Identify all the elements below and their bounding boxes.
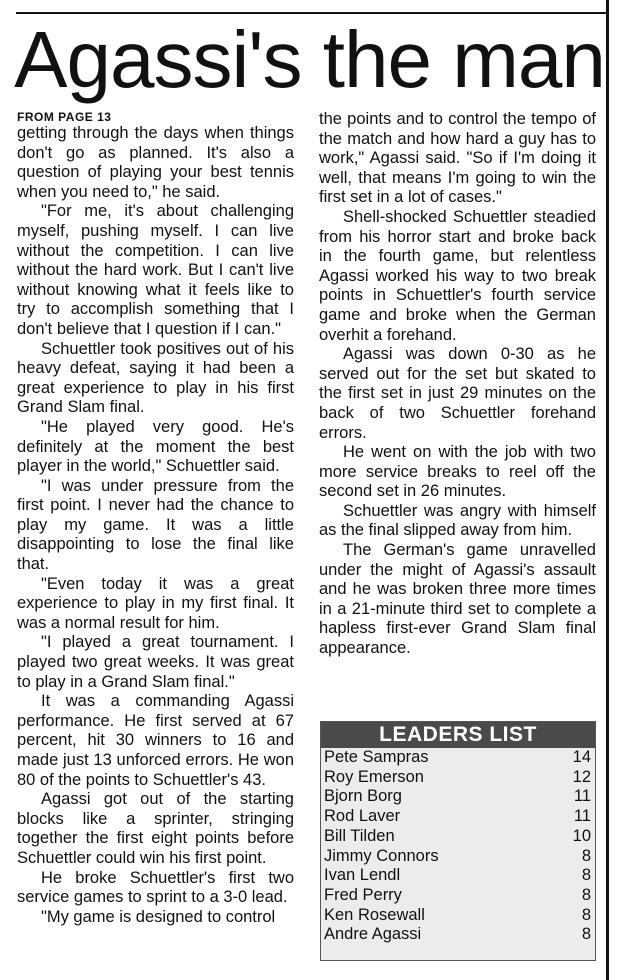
leader-row xyxy=(321,886,595,906)
player-name: Pete Sampras xyxy=(324,748,429,766)
leader-row xyxy=(321,906,595,926)
paragraph: He broke Schuettler's first two service games to sprint to a 3-0 lead. xyxy=(17,868,294,907)
player-name: Ivan Lendl xyxy=(324,866,401,885)
title-count: 8 xyxy=(581,885,591,904)
leaders-list-box xyxy=(320,721,596,961)
paragraph: "I was under pressure from the first point. I never had the chance to play my game. It was a little disappointing to lose the final like that. xyxy=(17,476,294,574)
leader-row xyxy=(321,866,595,886)
paragraph: "For me, it's about challenging myself, pushing myself. I can live without the competition. I can live without the hard work. But I can't live without knowing what it feels like to try to accomplish something that I don't believe that I question if I can." xyxy=(17,202,294,338)
paragraph: The German's game unravelled under the might of Agassi's assault and he was broken three more times in a 21-minute third set to complete a hapless first-ever Grand Slam final appearance. xyxy=(319,541,596,658)
title-count: 14 xyxy=(572,748,591,766)
top-rule xyxy=(16,12,608,14)
player-name: Jimmy Connors xyxy=(324,846,439,865)
paragraph: It was a commanding Agassi performance. He first served at 67 percent, hit 30 winners to 16 and made just 13 unforced errors. He won 80 of the points to Schuettler's 43. xyxy=(17,692,294,789)
leader-row xyxy=(321,847,595,867)
leader-row xyxy=(321,748,595,768)
paragraph: "He played very good. He's definitely at the moment the best player in the world," Schuettler said. xyxy=(17,417,294,476)
leader-row xyxy=(321,807,595,827)
title-count: 8 xyxy=(581,846,591,865)
title-count: 11 xyxy=(573,807,591,826)
article-column-left xyxy=(17,110,294,927)
player-name: Bjorn Borg xyxy=(324,787,402,806)
title-count: 8 xyxy=(581,905,591,924)
title-count: 8 xyxy=(581,925,591,944)
player-name: Andre Agassi xyxy=(324,925,422,944)
jump-line: FROM PAGE 13 xyxy=(17,110,112,124)
player-name: Fred Perry xyxy=(324,885,402,904)
title-count: 12 xyxy=(572,767,591,786)
paragraph: Agassi was down 0-30 as he served out for the set but skated to the first set in just 29 minutes on the back of two Schuettler forehand errors. xyxy=(319,345,596,442)
player-name: Ken Rosewall xyxy=(324,905,425,924)
leader-row xyxy=(321,827,595,847)
column-rule xyxy=(606,0,609,980)
paragraph: Shell-shocked Schuettler steadied from his horror start and broke back in the fourth game, but relentless Agassi worked his way to two break points in Schuettler's fourth service game and broke when the German overhit a forehand. xyxy=(319,207,596,344)
paragraph: "I played a great tournament. I played two great weeks. It was great to play in a Grand Slam final." xyxy=(17,633,294,691)
paragraph: He went on with the job with two more service breaks to reel off the second set in 26 minutes. xyxy=(319,443,596,501)
paragraph: Schuettler was angry with himself as the final slipped away from him. xyxy=(319,501,596,540)
article-column-right xyxy=(319,110,596,659)
paragraph: the points and to control the tempo of the match and how hard a guy has to work," Agassi said. "So if I'm doing it well, that means I'm going to win the first set in a lot of cases." xyxy=(319,110,596,207)
player-name: Bill Tilden xyxy=(324,826,395,845)
paragraph: getting through the days when things don't go as planned. It's also a question of playing your best tennis when you need to," he said. xyxy=(17,124,294,201)
leaders-list-title: LEADERS LIST xyxy=(321,722,595,748)
leader-row xyxy=(321,925,595,945)
title-count: 10 xyxy=(572,826,591,845)
player-name: Rod Laver xyxy=(324,807,401,826)
player-name: Roy Emerson xyxy=(324,767,424,786)
paragraph: "Even today it was a great experience to play in my first final. It was a normal result for him. xyxy=(17,574,294,632)
headline: Agassi's the man xyxy=(14,15,605,104)
leader-row xyxy=(321,787,595,807)
title-count: 11 xyxy=(573,787,591,806)
paragraph: Schuettler took positives out of his heavy defeat, saying it had been a great experience to play in his first Grand Slam final. xyxy=(17,339,294,417)
paragraph: "My game is designed to control xyxy=(41,907,276,926)
title-count: 8 xyxy=(581,866,591,885)
leader-row xyxy=(321,768,595,788)
paragraph: Agassi got out of the starting blocks like a sprinter, stringing together the first eight points before Schuettler could win his first point. xyxy=(17,790,294,867)
